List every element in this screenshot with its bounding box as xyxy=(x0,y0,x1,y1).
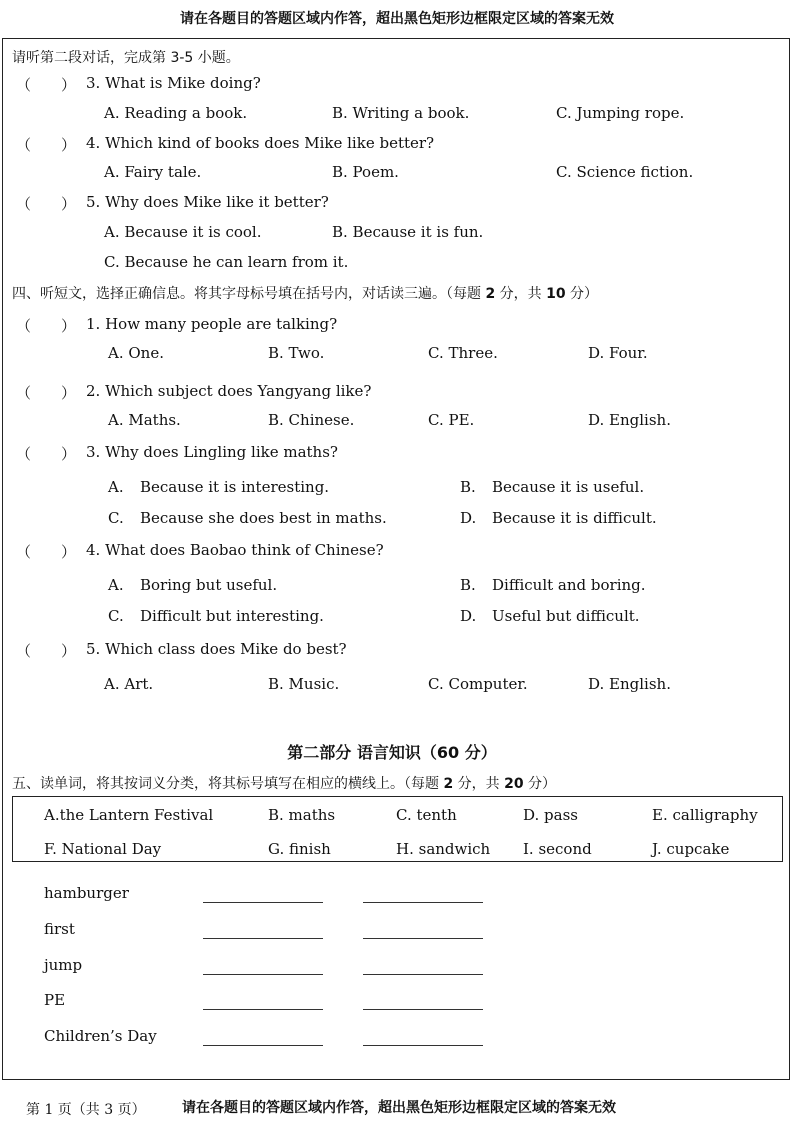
option-c: C. Computer. xyxy=(428,675,528,693)
section-4-title: 四、听短文，选择正确信息。将其字母标号填在括号内，对话读三遍。（每题 2 分，共 10 分） xyxy=(12,286,599,302)
answer-paren[interactable]: （ ） xyxy=(16,642,77,660)
question-text: 1. How many people are talking? xyxy=(86,315,338,333)
option-a-letter: A. xyxy=(108,478,124,496)
option-c: Because she does best in maths. xyxy=(140,509,387,527)
category-label: jump xyxy=(44,956,83,974)
part-2-title: 第二部分 语言知识（60 分） xyxy=(287,743,497,762)
option-b-letter: B. xyxy=(460,478,476,496)
option-a: A. Fairy tale. xyxy=(104,163,202,181)
question-text: 5. Which class does Mike do best? xyxy=(86,640,347,658)
option-a: A. Maths. xyxy=(108,411,181,429)
answer-blank[interactable] xyxy=(203,902,323,903)
answer-blank[interactable] xyxy=(363,938,483,939)
answer-paren[interactable]: （ ） xyxy=(16,317,77,335)
option-a: Boring but useful. xyxy=(140,576,278,594)
option-c-letter: C. xyxy=(108,509,124,527)
question-text: 4. What does Baobao think of Chinese? xyxy=(86,541,384,559)
option-a: A. One. xyxy=(108,344,164,362)
answer-paren[interactable]: （ ） xyxy=(16,384,77,402)
answer-blank[interactable] xyxy=(203,974,323,975)
word-option: E. calligraphy xyxy=(652,806,758,824)
option-d-letter: D. xyxy=(460,509,477,527)
intro-text: 请听第二段对话，完成第 3-5 小题。 xyxy=(12,50,240,66)
page-number: 第 1 页（共 3 页） xyxy=(26,1102,146,1118)
question-text: 3. What is Mike doing? xyxy=(86,74,261,92)
word-option: I. second xyxy=(523,840,592,858)
option-b: B. Chinese. xyxy=(268,411,355,429)
option-b: Difficult and boring. xyxy=(492,576,646,594)
answer-blank[interactable] xyxy=(363,902,483,903)
category-label: Children’s Day xyxy=(44,1027,157,1045)
option-c-letter: C. xyxy=(108,607,124,625)
category-label: first xyxy=(44,920,75,938)
answer-blank[interactable] xyxy=(203,938,323,939)
category-label: hamburger xyxy=(44,884,129,902)
option-b: Because it is useful. xyxy=(492,478,645,496)
word-option: F. National Day xyxy=(44,840,162,858)
option-b: B. Music. xyxy=(268,675,340,693)
footer-notice: 请在各题目的答题区域内作答，超出黑色矩形边框限定区域的答案无效 xyxy=(182,1100,616,1116)
option-b: B. Writing a book. xyxy=(332,104,470,122)
word-option: D. pass xyxy=(523,806,578,824)
option-a: A. Art. xyxy=(104,675,154,693)
word-option: C. tenth xyxy=(396,806,457,824)
option-c: C. PE. xyxy=(428,411,475,429)
question-text: 2. Which subject does Yangyang like? xyxy=(86,382,372,400)
option-b: B. Poem. xyxy=(332,163,399,181)
option-b: B. Because it is fun. xyxy=(332,223,484,241)
question-text: 4. Which kind of books does Mike like better? xyxy=(86,134,435,152)
option-a-letter: A. xyxy=(108,576,124,594)
answer-blank[interactable] xyxy=(203,1045,323,1046)
option-d-letter: D. xyxy=(460,607,477,625)
answer-paren[interactable]: （ ） xyxy=(16,195,77,213)
word-option: J. cupcake xyxy=(652,840,730,858)
header-notice: 请在各题目的答题区域内作答，超出黑色矩形边框限定区域的答案无效 xyxy=(180,11,614,27)
option-b-letter: B. xyxy=(460,576,476,594)
answer-blank[interactable] xyxy=(203,1009,323,1010)
answer-blank[interactable] xyxy=(363,1045,483,1046)
option-c: Difficult but interesting. xyxy=(140,607,324,625)
answer-paren[interactable]: （ ） xyxy=(16,76,77,94)
option-d: Useful but difficult. xyxy=(492,607,640,625)
option-d: D. English. xyxy=(588,411,671,429)
option-b: B. Two. xyxy=(268,344,325,362)
word-option: A.the Lantern Festival xyxy=(44,806,214,824)
option-d: D. Four. xyxy=(588,344,648,362)
option-c: C. Jumping rope. xyxy=(556,104,685,122)
category-label: PE xyxy=(44,991,66,1009)
option-a: A. Because it is cool. xyxy=(104,223,262,241)
option-a: Because it is interesting. xyxy=(140,478,330,496)
question-text: 5. Why does Mike like it better? xyxy=(86,193,329,211)
word-option: G. finish xyxy=(268,840,331,858)
option-d: Because it is difficult. xyxy=(492,509,657,527)
word-option: B. maths xyxy=(268,806,336,824)
option-c: C. Because he can learn from it. xyxy=(104,253,349,271)
word-option: H. sandwich xyxy=(396,840,491,858)
answer-paren[interactable]: （ ） xyxy=(16,543,77,561)
option-c: C. Three. xyxy=(428,344,498,362)
answer-paren[interactable]: （ ） xyxy=(16,445,77,463)
question-text: 3. Why does Lingling like maths? xyxy=(86,443,338,461)
answer-paren[interactable]: （ ） xyxy=(16,136,77,154)
option-c: C. Science fiction. xyxy=(556,163,694,181)
option-d: D. English. xyxy=(588,675,671,693)
answer-blank[interactable] xyxy=(363,974,483,975)
option-a: A. Reading a book. xyxy=(104,104,248,122)
answer-blank[interactable] xyxy=(363,1009,483,1010)
section-5-title: 五、读单词，将其按词义分类，将其标号填写在相应的横线上。（每题 2 分，共 20 分） xyxy=(12,776,557,792)
